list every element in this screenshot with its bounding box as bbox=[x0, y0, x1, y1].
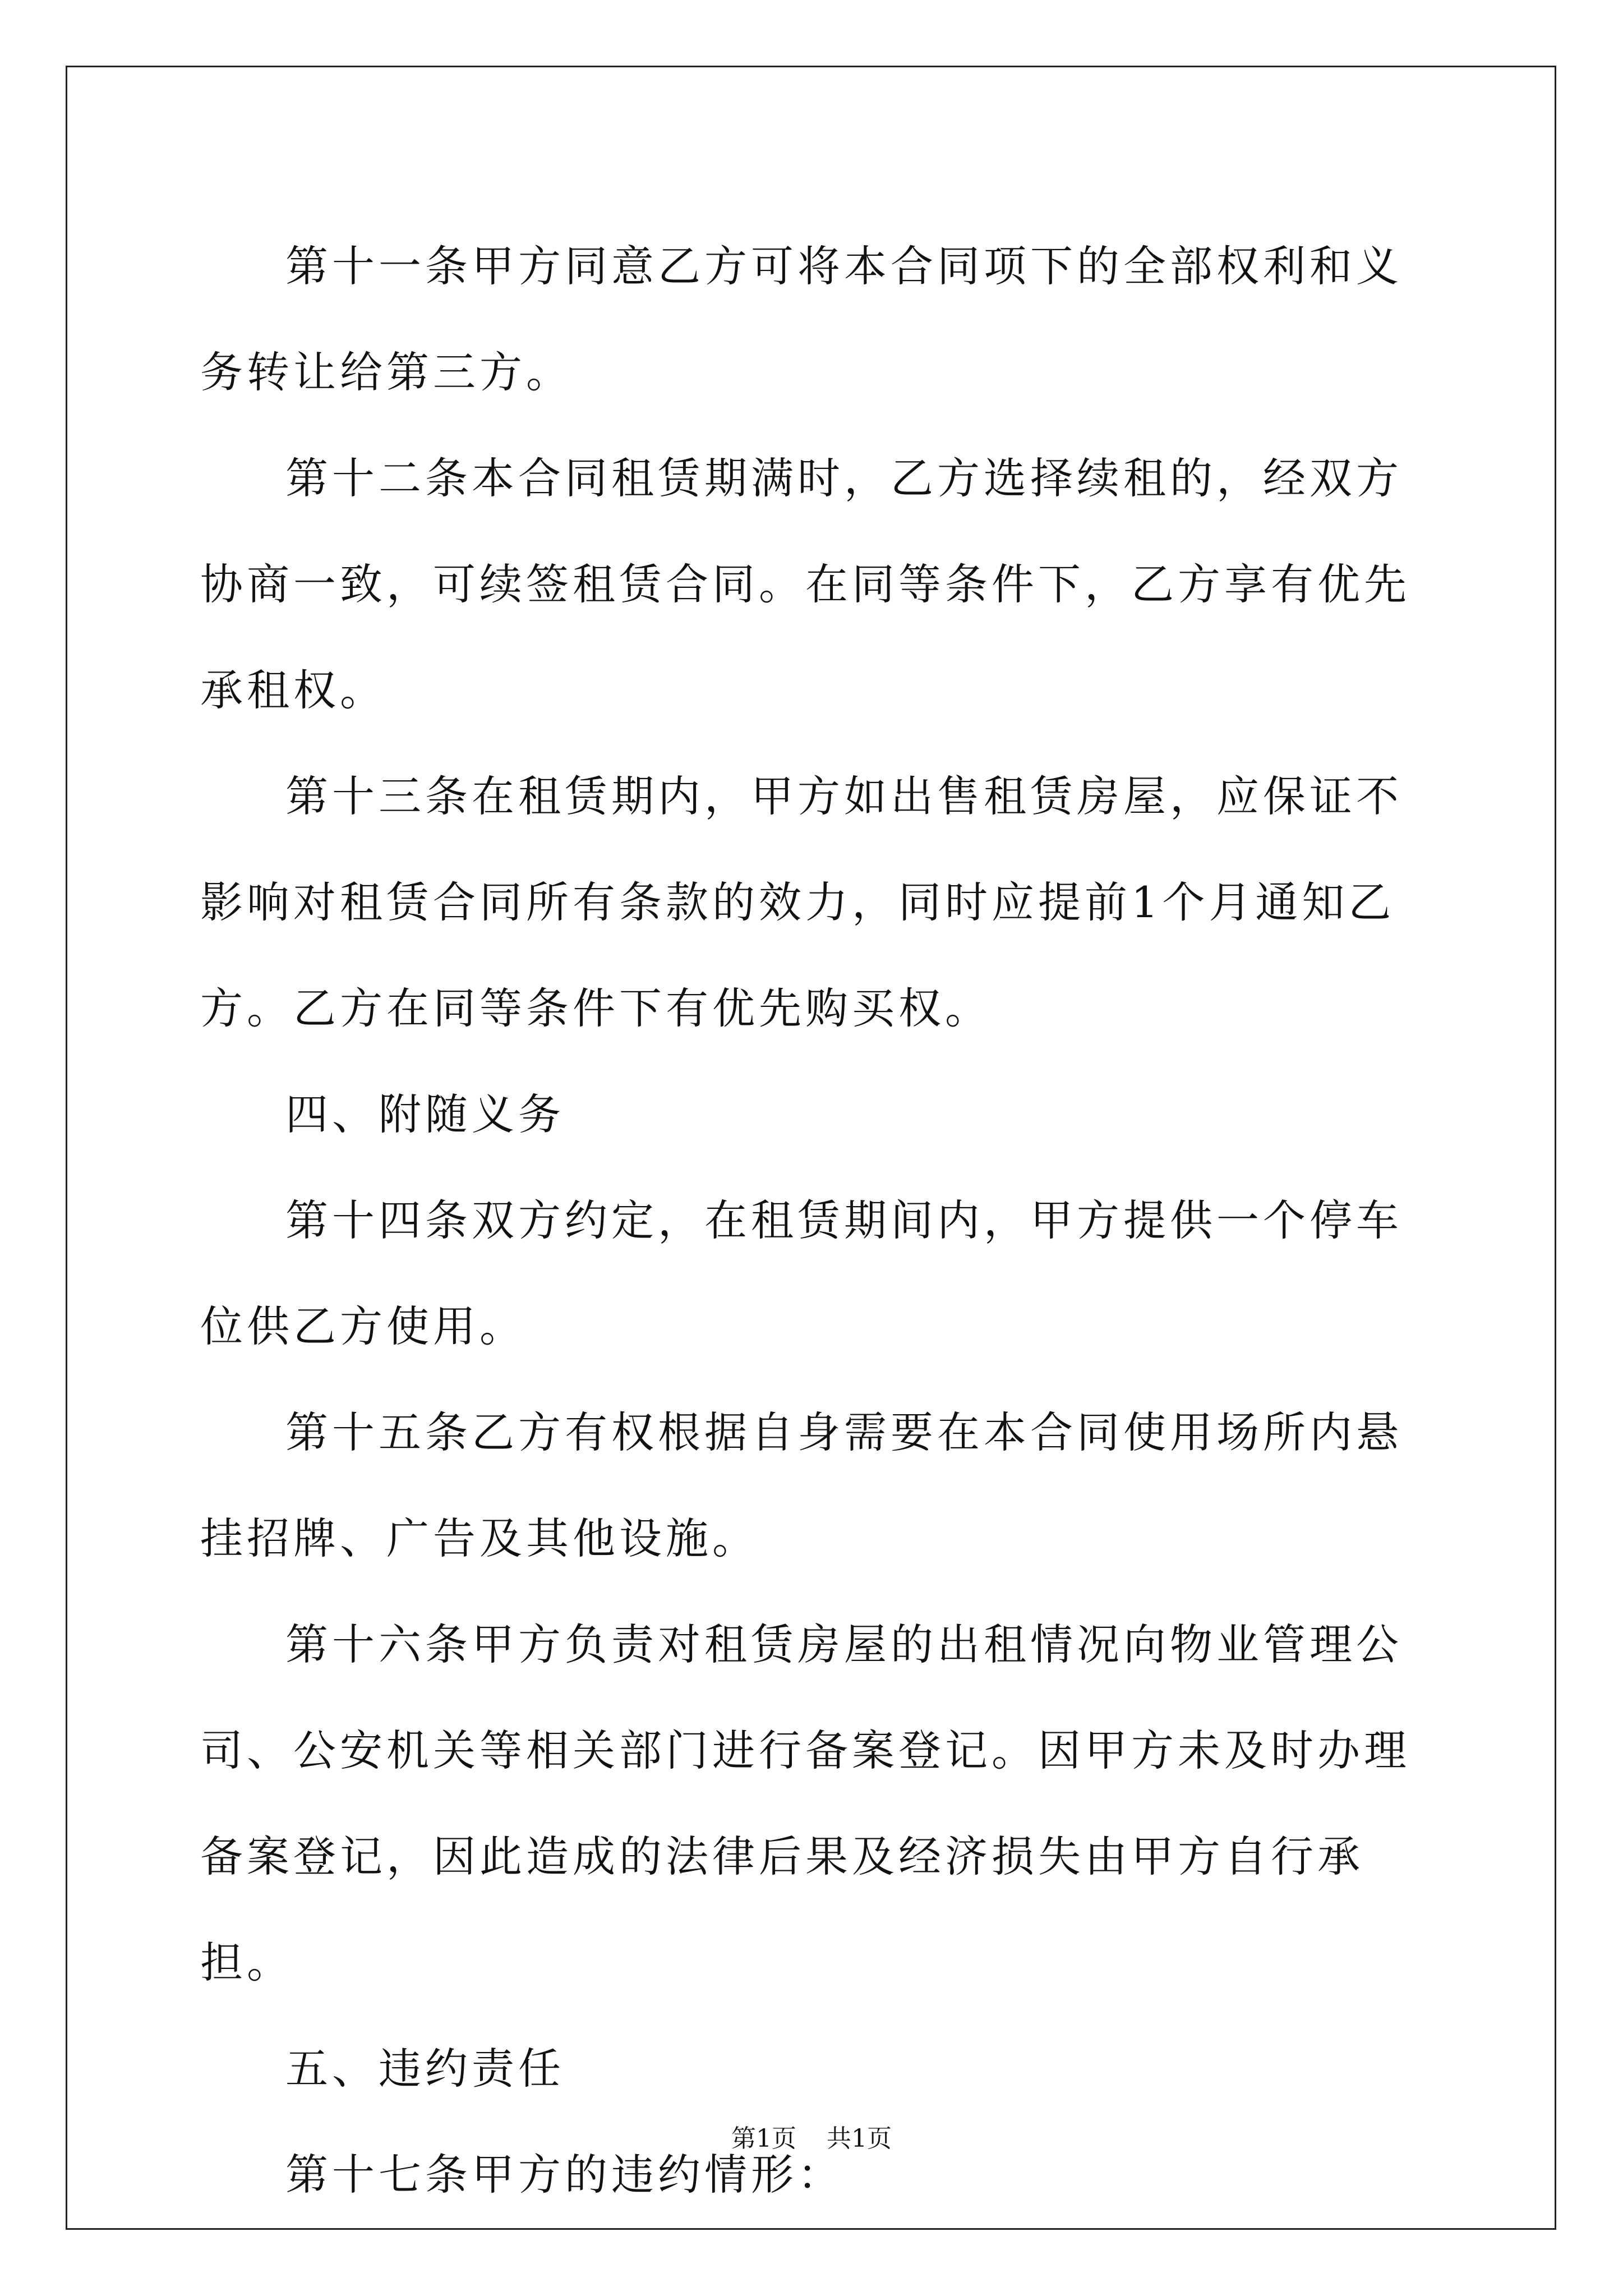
clause-17: 第十七条甲方的违约情形： bbox=[285, 2150, 844, 2200]
page-footer bbox=[0, 2118, 1623, 2154]
section-heading-5: 五、违约责任 bbox=[285, 2044, 565, 2093]
clause-15: 第十五条乙方有权根据自身需要在本合同使用场所内悬挂招牌、广告及其他设施。 bbox=[200, 1407, 1403, 1563]
section-heading-4: 四、附随义务 bbox=[285, 1089, 565, 1139]
page-number: 第1页 bbox=[731, 2124, 796, 2153]
clause-13: 第十三条在租赁期内，甲方如出售租赁房屋，应保证不影响对租赁合同所有条款的效力，同时应提前1个月通知乙方。乙方在同等条件下有优先购买权。 bbox=[200, 771, 1403, 1033]
clause-16: 第十六条甲方负责对租赁房屋的出租情况向物业管理公司、公安机关等相关部门进行备案登记。因甲方未及时办理备案登记，因此造成的法律后果及经济损失由甲方自行承担。 bbox=[200, 1619, 1410, 1987]
clause-14: 第十四条双方约定，在租赁期间内，甲方提供一个停车位供乙方使用。 bbox=[200, 1195, 1403, 1351]
clause-12: 第十二条本合同租赁期满时，乙方选择续租的，经双方协商一致，可续签租赁合同。在同等条件下，乙方享有优先承租权。 bbox=[200, 453, 1410, 715]
document-body bbox=[200, 213, 1423, 2228]
page-total: 共1页 bbox=[827, 2124, 892, 2153]
clause-11: 第十一条甲方同意乙方可将本合同项下的全部权利和义务转让给第三方。 bbox=[200, 241, 1403, 397]
